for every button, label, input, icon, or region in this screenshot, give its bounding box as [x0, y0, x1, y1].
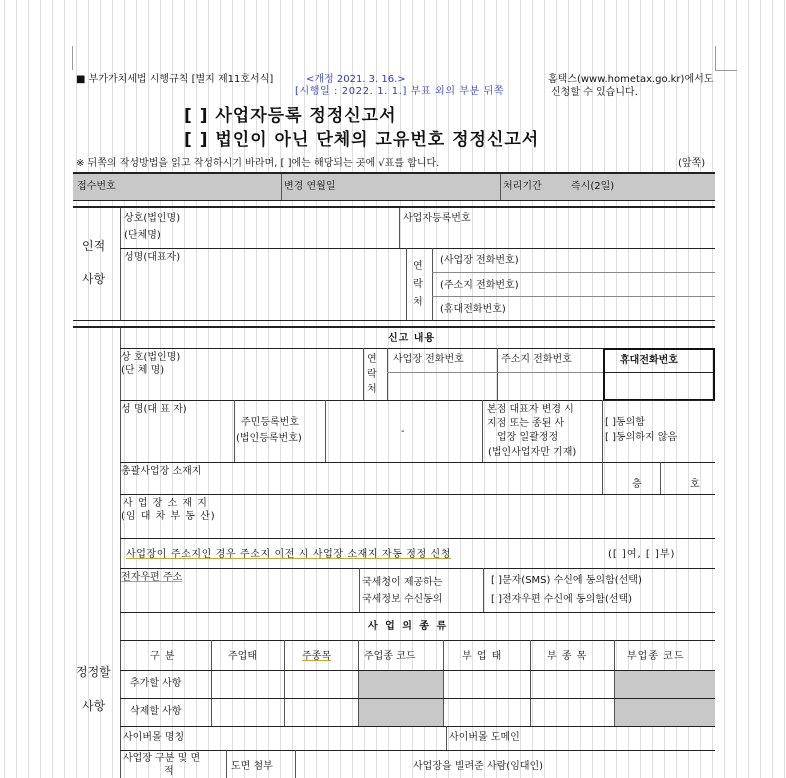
col-sub-type: 부 업 태 [462, 651, 503, 662]
hometax-note: 홈택스(www.hometax.go.kr)에서도 [548, 74, 714, 85]
resident-no-label: 주민등록번호 [241, 417, 299, 428]
cyber-mall-domain-label: 사이버몰 도메인 [449, 732, 520, 743]
lessor-label: 사업장을 빌려준 사람(임대인) [413, 761, 544, 772]
report-heading: 신고 내용 [388, 333, 436, 344]
biz-reg-no-label: 사업자등록번호 [403, 213, 471, 224]
home-phone-header: 주소지 전화번호 [501, 354, 572, 365]
form-title-1: [ ] 사업자등록 정정신고서 [184, 106, 397, 126]
contact-label-2: 락 [367, 369, 377, 380]
biz-phone-header: 사업장 전화번호 [393, 354, 464, 365]
group-name-label: (단 체 명) [121, 365, 165, 376]
col-main-code: 주업종 코드 [364, 651, 416, 662]
biz-type-heading: 사 업 의 종 류 [368, 621, 449, 632]
nts-info-label: 국세청이 제공하는 [362, 577, 443, 588]
col-sub-item: 부 종 목 [547, 651, 588, 662]
col-category: 구 분 [150, 651, 176, 662]
revision-date: <개정 2021. 3. 16.> [306, 74, 406, 85]
col-sub-code: 부업종 코드 [627, 651, 685, 662]
biz-phone-label: (사업장 전화번호) [440, 255, 519, 266]
hq-location-label: 총괄사업장 소재지 [121, 466, 202, 477]
floor-label: 층 [632, 479, 642, 490]
crop-mark [72, 46, 73, 70]
instruction-note: ※ 뒤쪽의 작성방법을 읽고 작성하시기 바라며, [ ]에는 해당되는 곳에 √표를 합니다. [76, 158, 440, 169]
area-label: 사업장 구분 및 면 [123, 753, 201, 764]
company-name-label: 상 호(법인명) [121, 352, 181, 363]
receipt-no-label: 접수번호 [77, 181, 116, 192]
mobile-phone-label: (휴대전화번호) [440, 304, 506, 315]
enforcement-date: [시행일 : 2022. 1. 1.] 부표 외의 부분 뒤쪽 [295, 86, 505, 97]
identity-section-label: 인적 [82, 239, 106, 253]
hometax-note-2: 신청할 수 있습니다. [551, 87, 638, 98]
company-name-label: 상호(법인명) [124, 213, 181, 224]
branch-note-3: 업장 일괄정정 [497, 432, 559, 443]
email-agree-checkbox[interactable]: [ ]전자우편 수신에 동의함(선택) [491, 594, 633, 605]
email-label: 전자우편 주소 [121, 572, 183, 583]
auto-correct-label: 사업장이 주소지인 경우 주소지 이전 시 사업장 소재지 자동 정정 신청 [126, 549, 452, 560]
branch-note: 본점 대표자 변경 시 [487, 404, 574, 415]
corp-reg-no-label: (법인등록번호) [236, 433, 302, 444]
nts-info-label-2: 국세정보 수신동의 [362, 594, 443, 605]
id-dash: - [401, 426, 405, 437]
identity-section-label-2: 사항 [82, 272, 106, 286]
auto-correct-choice[interactable]: ([ ]여, [ ]부) [608, 549, 676, 560]
add-row-label: 추가할 사항 [130, 678, 182, 689]
home-phone-label: (주소지 전화번호) [440, 280, 519, 291]
branch-note-2: 지점 또는 종된 사 [487, 418, 565, 429]
crop-mark [715, 46, 716, 70]
rep-name-label: 성 명(대 표 자) [121, 404, 187, 415]
group-name-label: (단체명) [124, 230, 161, 241]
contact-label: 연 [367, 354, 377, 365]
receipt-row [73, 174, 715, 200]
delete-row-label: 삭제할 사항 [130, 706, 182, 717]
area-label-2: 적 [164, 766, 174, 777]
cyber-mall-name-label: 사이버몰 명칭 [123, 732, 185, 743]
period-label: 처리기간 [503, 181, 542, 192]
col-main-item: 주종목 [302, 651, 331, 662]
branch-note-4: (법인사업자만 기재) [488, 447, 577, 458]
contact-label-2: 락 [413, 279, 423, 290]
front-side-label: (앞쪽) [678, 158, 706, 169]
form-reference: ■ 부가가치세법 시행규칙 [별지 제11호서식] [76, 74, 274, 85]
correction-section-label: 정정할 [76, 665, 111, 679]
form-title-2: [ ] 법인이 아닌 단체의 고유번호 정정신고서 [184, 130, 540, 150]
lease-property-label: (임 대 차 부 동 산) [121, 511, 216, 522]
period-value: 즉시(2일) [571, 181, 615, 192]
unit-label: 호 [690, 479, 700, 490]
change-date-label: 변경 연월일 [284, 181, 336, 192]
contact-label-3: 처 [367, 384, 377, 395]
crop-mark [715, 70, 737, 71]
col-main-type: 주업태 [228, 651, 257, 662]
correction-section-label-2: 사항 [82, 699, 106, 713]
mobile-phone-header: 휴대전화번호 [620, 355, 678, 366]
biz-location-label: 사 업 장 소 재 지 [123, 498, 208, 509]
agree-checkbox[interactable]: [ ]동의함 [605, 417, 645, 428]
sms-agree-checkbox[interactable]: [ ]문자(SMS) 수신에 동의함(선택) [491, 575, 642, 586]
disagree-checkbox[interactable]: [ ]동의하지 않음 [605, 432, 678, 443]
drawing-attach-label: 도면 첨부 [231, 761, 273, 772]
contact-label-3: 처 [413, 297, 423, 308]
contact-label: 연 [413, 261, 423, 272]
representative-label: 성명(대표자) [124, 252, 181, 263]
